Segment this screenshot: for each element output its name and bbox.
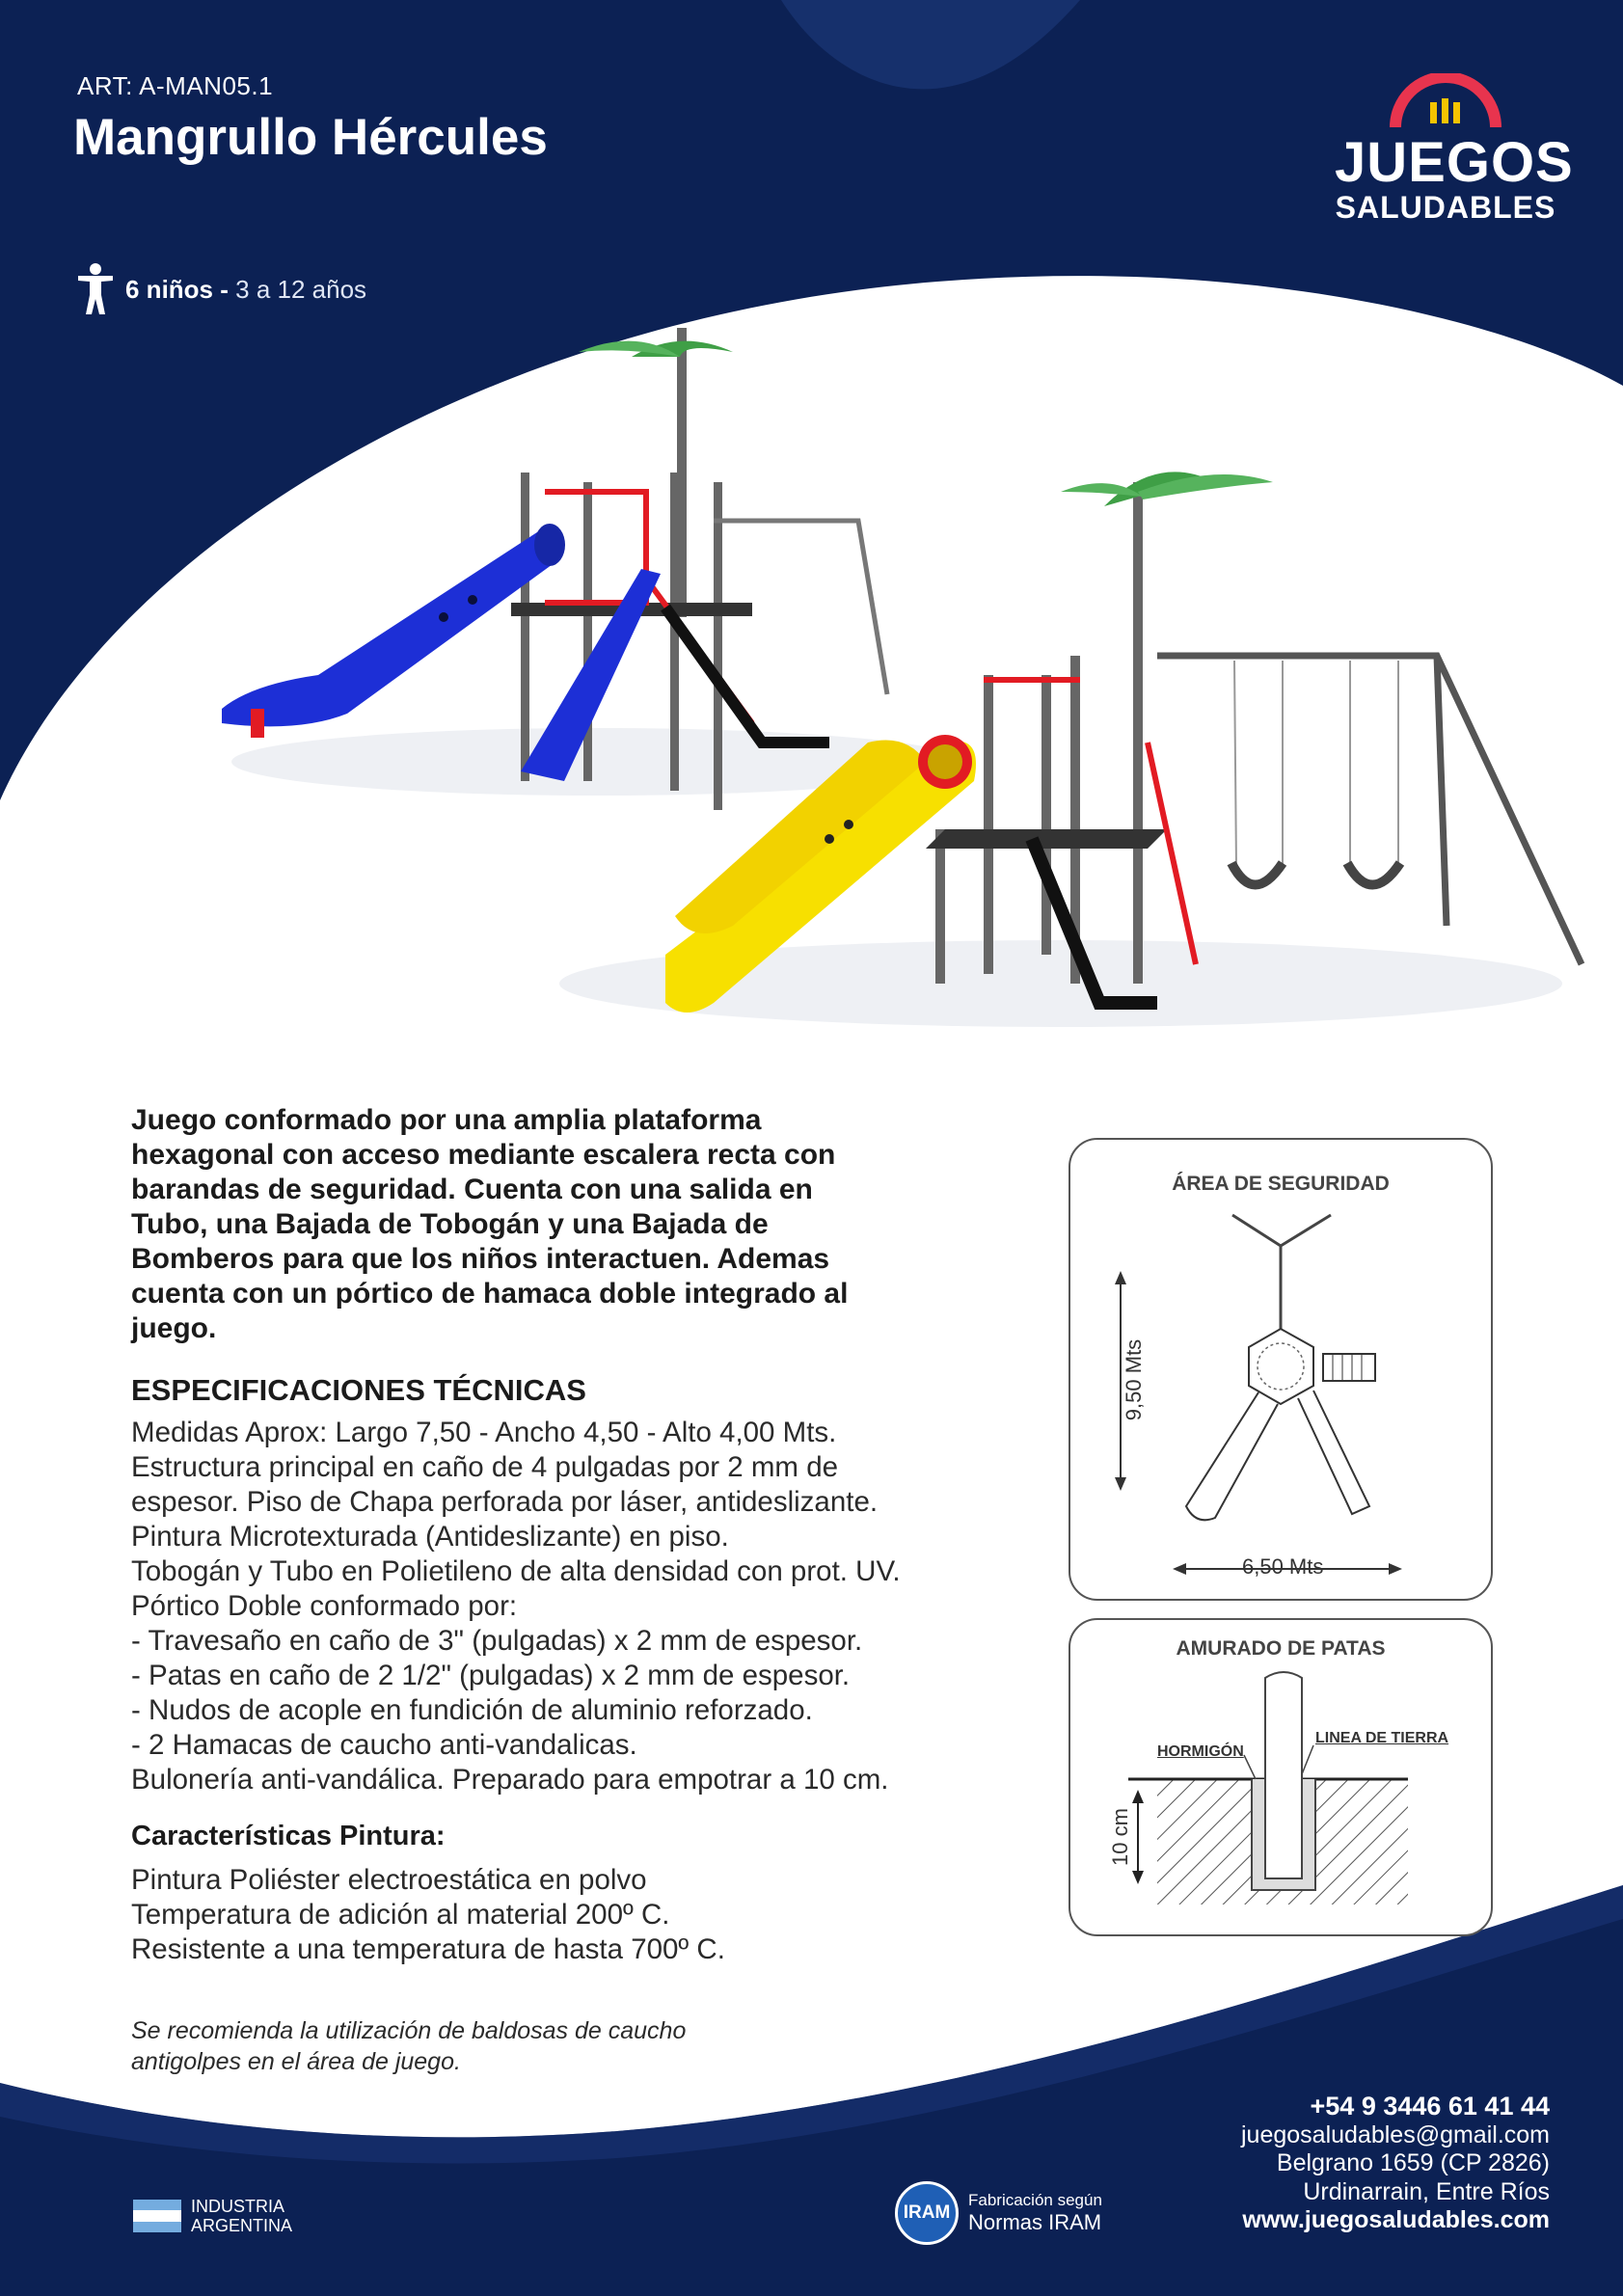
kids-count: 6 niños - xyxy=(125,274,229,304)
concrete-label: HORMIGÓN xyxy=(1157,1743,1244,1760)
spec-line: Pórtico Doble conformado por: xyxy=(131,1590,518,1622)
article-code xyxy=(77,71,273,101)
capacity-info xyxy=(75,262,366,316)
spec-line: espesor. Piso de Chapa perforada por láser, antideslizante. xyxy=(131,1486,879,1518)
industria-argentina-badge xyxy=(133,2197,292,2235)
logo-line-1: JUEGOS xyxy=(1335,131,1574,194)
logo-arc-icon xyxy=(1388,73,1503,131)
iram-line-2: Normas IRAM xyxy=(968,2210,1102,2234)
anchoring-panel xyxy=(1068,1618,1493,1936)
iram-badge xyxy=(895,2181,1102,2245)
paint-line: Pintura Poliéster electroestática en polvo xyxy=(131,1864,647,1896)
email-address[interactable]: juegosaludables@gmail.com xyxy=(1241,2120,1550,2148)
anchoring-diagram xyxy=(1070,1620,1491,1934)
iram-line-1: Fabricación según xyxy=(968,2191,1102,2209)
safety-width-label: 6,50 Mts xyxy=(1242,1554,1324,1579)
safety-height-label: 9,50 Mts xyxy=(1122,1338,1147,1421)
spec-line: Pintura Microtexturada (Antideslizante) en piso. xyxy=(131,1521,729,1553)
spec-line: - Patas en caño de 2 1/2" (pulgadas) x 2 mm de espesor. xyxy=(131,1660,851,1691)
ground-line-label: LINEA DE TIERRA xyxy=(1315,1730,1449,1746)
address-line-2: Urdinarrain, Entre Ríos xyxy=(1303,2177,1550,2205)
argentina-flag-icon xyxy=(133,2200,181,2232)
page-title: Mangrullo Hércules xyxy=(73,109,548,166)
spec-line: - 2 Hamacas de caucho anti-vandalicas. xyxy=(131,1729,637,1761)
spec-line: Estructura principal en caño de 4 pulgadas por 2 mm de xyxy=(131,1451,839,1483)
product-description: Juego conformado por una amplia plataforma hexagonal con acceso mediante escalera recta con barandas de seguridad. Cuenta con una salida en Tubo, una Bajada de Tobogán y una Bajada de Bomberos para que los niños interactuen. Ademas cuenta con un pórtico de hamaca doble integrado al juego. xyxy=(131,1104,849,1344)
paint-line: Temperatura de adición al material 200º C. xyxy=(131,1899,670,1931)
industria-line-1: INDUSTRIA xyxy=(191,2197,285,2216)
address-line-1: Belgrano 1659 (CP 2826) xyxy=(1276,2149,1550,2176)
paint-line: Resistente a una temperatura de hasta 700º C. xyxy=(131,1933,725,1965)
safety-area-panel xyxy=(1068,1138,1493,1601)
paint-list xyxy=(131,1863,725,1967)
depth-label: 10 cm xyxy=(1107,1808,1132,1866)
industria-line-2: ARGENTINA xyxy=(191,2216,293,2235)
anchoring-title: AMURADO DE PATAS xyxy=(1176,1637,1386,1660)
paint-heading: Características Pintura: xyxy=(131,1821,446,1851)
article-number: A-MAN05.1 xyxy=(139,71,274,100)
spec-line: Bulonería anti-vandálica. Preparado para empotrar a 10 cm. xyxy=(131,1764,889,1796)
specs-heading: ESPECIFICACIONES TÉCNICAS xyxy=(131,1373,586,1407)
safety-area-title: ÁREA DE SEGURIDAD xyxy=(1172,1173,1390,1195)
recommendation-note: Se recomienda la utilización de baldosas de caucho antigolpes en el área de juego. xyxy=(131,2017,687,2075)
age-range: 3 a 12 años xyxy=(235,274,367,304)
phone-number[interactable]: +54 9 3446 61 41 44 xyxy=(1310,2092,1550,2120)
spec-line: - Travesaño en caño de 3" (pulgadas) x 2 mm de espesor. xyxy=(131,1625,863,1657)
product-illustration xyxy=(193,328,1601,1061)
spec-line: - Nudos de acople en fundición de aluminio reforzado. xyxy=(131,1694,813,1726)
brand-logo xyxy=(1335,73,1574,226)
specs-list xyxy=(131,1416,901,1797)
logo-line-2: SALUDABLES xyxy=(1335,190,1556,225)
article-label: ART: xyxy=(77,71,133,100)
website-link[interactable]: www.juegosaludables.com xyxy=(1242,2206,1550,2233)
contact-block xyxy=(1241,2093,1550,2235)
left-play-structure xyxy=(222,328,964,810)
child-icon xyxy=(75,262,116,316)
spec-line: Tobogán y Tubo en Polietileno de alta densidad con prot. UV. xyxy=(131,1555,901,1587)
iram-seal-icon: IRAM xyxy=(895,2181,959,2245)
spec-line: Medidas Aprox: Largo 7,50 - Ancho 4,50 - Alto 4,00 Mts. xyxy=(131,1417,837,1448)
